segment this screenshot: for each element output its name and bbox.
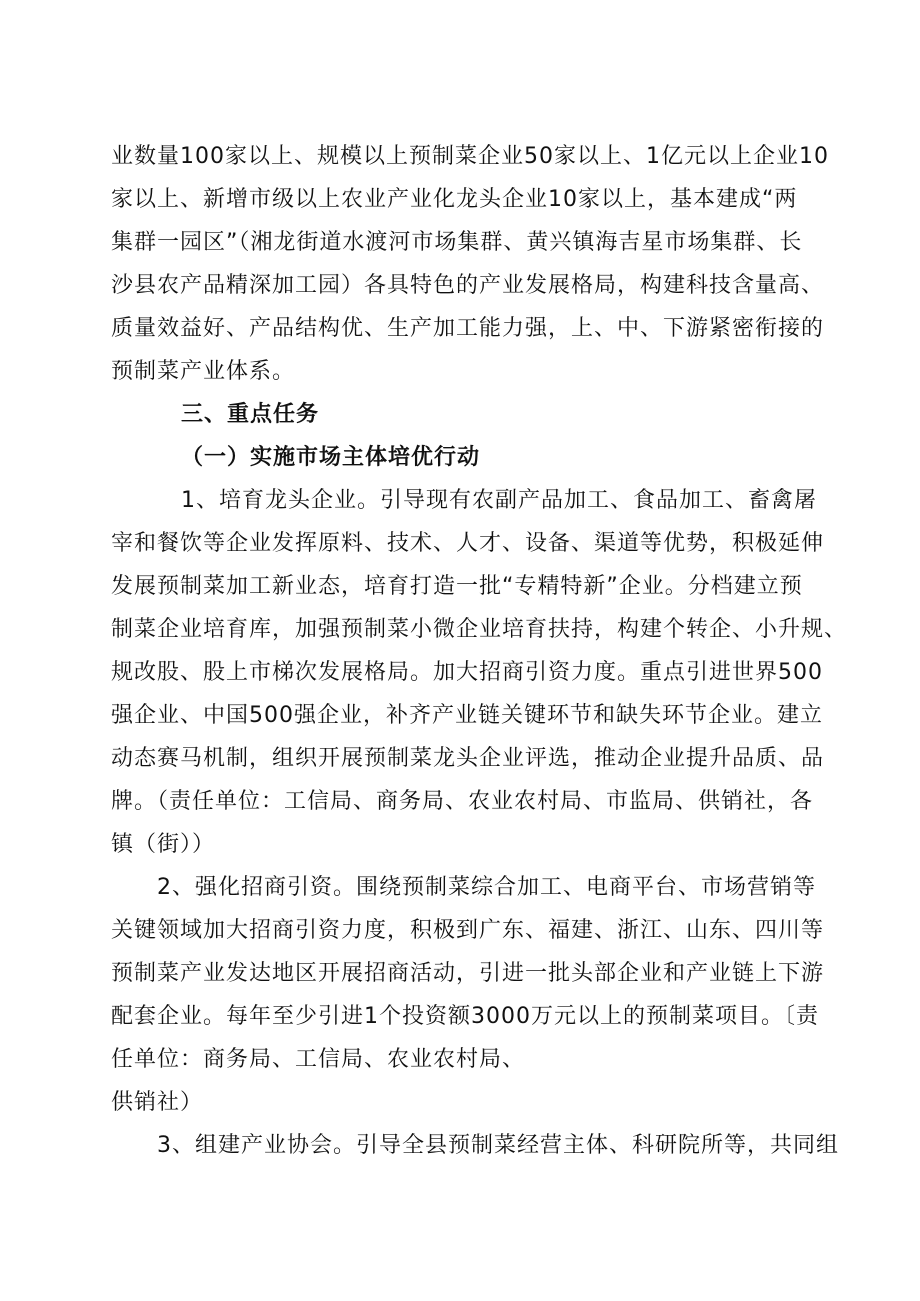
paragraph-line: 镇（街）） [111, 832, 216, 857]
paragraph-line: 质量效益好、产品结构优、生产加工能力强，上、中、下游紧密衔接的 [111, 316, 825, 341]
paragraph-line: 牌。（责任单位：工信局、商务局、农业农村局、市监局、供销社，各 [111, 789, 814, 814]
paragraph-line: 宰和餐饮等企业发挥原料、技术、人才、设备、渠道等优势，积极延伸 [111, 531, 825, 556]
paragraph-line: 3、组建产业协会。引导全县预制菜经营主体、科研院所等，共同组 [157, 1133, 839, 1158]
paragraph-line: 动态赛马机制，组织开展预制菜龙头企业评选，推动企业提升品质、品 [111, 746, 825, 771]
paragraph-line: 业数量100家以上、规模以上预制菜企业50家以上、1亿元以上企业10 [111, 144, 829, 169]
paragraph-line: 任单位：商务局、工信局、农业农村局、 [111, 1047, 526, 1072]
paragraph-line: 预制菜产业发达地区开展招商活动，引进一批头部企业和产业链上下游 [111, 961, 825, 986]
paragraph-line: 供销社） [111, 1090, 204, 1115]
paragraph-line: 集群一园区”（湘龙街道水渡河市场集群、黄兴镇海吉星市场集群、长 [111, 230, 803, 255]
paragraph-line: 发展预制菜加工新业态，培育打造一批“专精特新”企业。分档建立预 [111, 574, 803, 599]
paragraph-line: 规改股、股上市梯次发展格局。加大招商引资力度。重点引进世界500 [111, 660, 823, 685]
paragraph-line: 配套企业。每年至少引进1个投资额3000万元以上的预制菜项目。〔责 [111, 1004, 819, 1029]
paragraph-line: 强企业、中国500强企业，补齐产业链关键环节和缺失环节企业。建立 [111, 703, 823, 728]
section-heading: 三、重点任务 [181, 402, 320, 427]
subsection-heading: （一）实施市场主体培优行动 [181, 445, 481, 470]
paragraph-line: 家以上、新增市级以上农业产业化龙头企业10家以上，基本建成“两 [111, 187, 798, 212]
paragraph-line: 预制菜产业体系。 [111, 359, 296, 384]
paragraph-line: 沙县农产品精深加工园）各具特色的产业发展格局，构建科技含量高、 [111, 273, 825, 298]
paragraph-line: 关键领域加大招商引资力度，积极到广东、福建、浙江、山东、四川等 [111, 918, 825, 943]
paragraph-line: 制菜企业培育库，加强预制菜小微企业培育扶持，构建个转企、小升规、 [111, 617, 848, 642]
paragraph-line: 1、培育龙头企业。引导现有农副产品加工、食品加工、畜禽屠 [181, 488, 817, 513]
paragraph-line: 2、强化招商引资。围绕预制菜综合加工、电商平台、市场营销等 [157, 875, 816, 900]
